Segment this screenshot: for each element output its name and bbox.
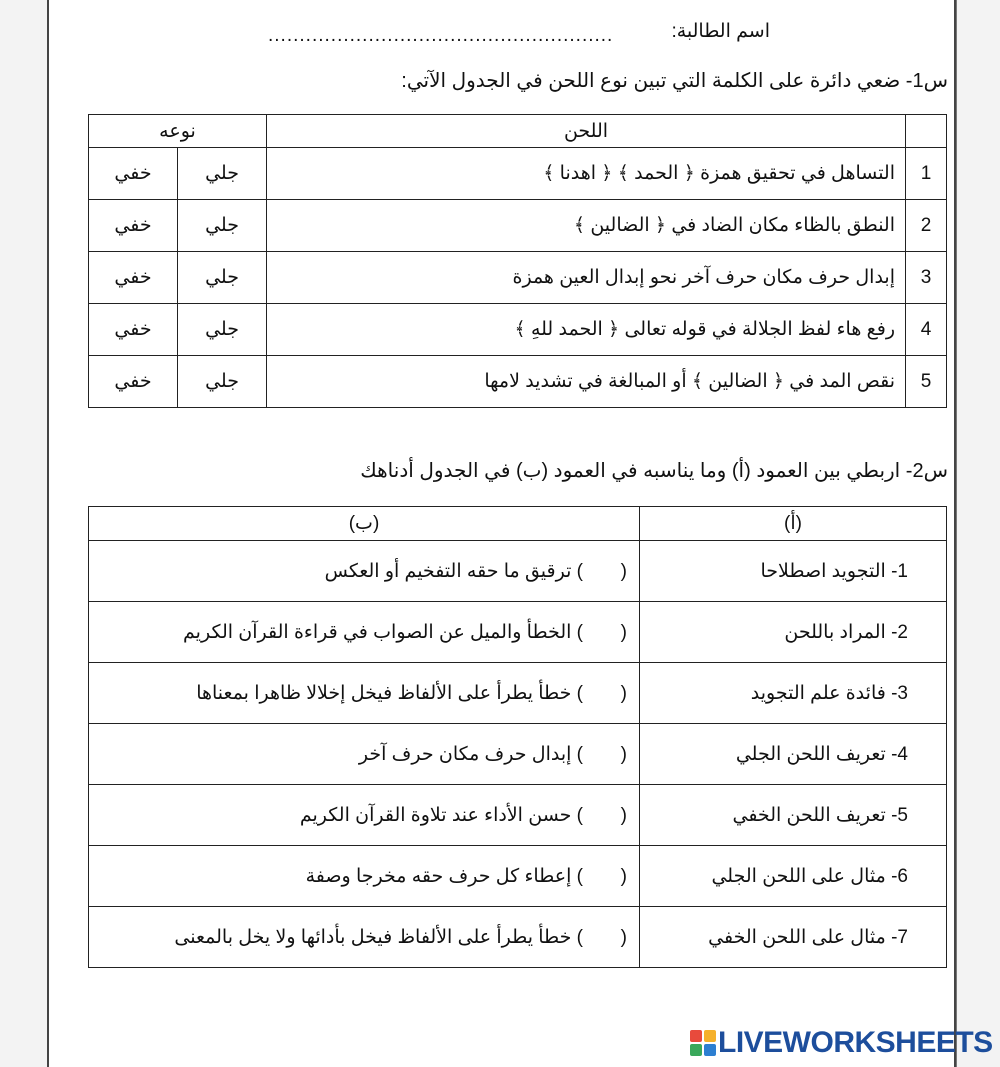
- liveworksheets-logo-icon: [690, 1030, 716, 1056]
- column-a-item: 6- مثال على اللحن الجلي: [640, 846, 947, 907]
- column-a-item: 4- تعريف اللحن الجلي: [640, 724, 947, 785]
- error-description: النطق بالظاء مكان الضاد في ﴿ الضالين ﴾: [267, 200, 906, 252]
- col-number-header: [906, 115, 947, 148]
- student-name-field[interactable]: .......................................................: [268, 25, 614, 46]
- option-jali[interactable]: جلي: [178, 356, 267, 408]
- table-row: [89, 724, 947, 785]
- column-a-item: 7- مثال على اللحن الخفي: [640, 907, 947, 968]
- table-row: [89, 541, 947, 602]
- answer-paren[interactable]: (: [620, 621, 627, 643]
- table-row: [89, 356, 947, 408]
- row-number: 2: [906, 200, 947, 252]
- option-jali[interactable]: جلي: [178, 148, 267, 200]
- column-a-item: 3- فائدة علم التجويد: [640, 663, 947, 724]
- answer-paren[interactable]: (: [620, 743, 627, 765]
- page-edge: [956, 0, 957, 1067]
- liveworksheets-wordmark: LIVEWORKSHEETS: [718, 1026, 993, 1059]
- option-khafi[interactable]: خفي: [89, 252, 178, 304]
- column-b-text: ) حسن الأداء عند تلاوة القرآن الكريم: [299, 804, 583, 826]
- column-a-item: 1- التجويد اصطلاحا: [640, 541, 947, 602]
- student-name-label: اسم الطالبة:: [671, 21, 770, 42]
- table-row: [89, 602, 947, 663]
- table-row: [89, 785, 947, 846]
- column-b-text: ) خطأ يطرأ على الألفاظ فيخل إخلالا ظاهرا بمعناها: [196, 682, 583, 704]
- col-a-header: (أ): [640, 507, 947, 541]
- column-a-item: 5- تعريف اللحن الخفي: [640, 785, 947, 846]
- logo-square-red: [690, 1030, 702, 1042]
- table-header-row: [89, 507, 947, 541]
- question-2-table: [88, 506, 947, 968]
- error-description: إبدال حرف مكان حرف آخر نحو إبدال العين همزة: [267, 252, 906, 304]
- option-jali[interactable]: جلي: [178, 200, 267, 252]
- option-khafi[interactable]: خفي: [89, 304, 178, 356]
- row-number: 1: [906, 148, 947, 200]
- col-b-header: (ب): [89, 507, 640, 541]
- match-answer-cell[interactable]: [89, 907, 640, 968]
- table-row: [89, 252, 947, 304]
- question-1-prompt: س1- ضعي دائرة على الكلمة التي تبين نوع اللحن في الجدول الآتي:: [401, 70, 948, 92]
- option-jali[interactable]: جلي: [178, 252, 267, 304]
- match-answer-cell[interactable]: [89, 724, 640, 785]
- logo-square-green: [690, 1044, 702, 1056]
- logo-square-yellow: [704, 1030, 716, 1042]
- error-description: رفع هاء لفظ الجلالة في قوله تعالى ﴿ الحمد للهِ ﴾: [267, 304, 906, 356]
- match-answer-cell[interactable]: [89, 663, 640, 724]
- column-b-text: ) إبدال حرف مكان حرف آخر: [358, 743, 583, 765]
- option-jali[interactable]: جلي: [178, 304, 267, 356]
- table-row: [89, 846, 947, 907]
- question-2-prompt: س2- اربطي بين العمود (أ) وما يناسبه في العمود (ب) في الجدول أدناهك: [360, 460, 948, 482]
- option-khafi[interactable]: خفي: [89, 200, 178, 252]
- col-error-header: اللحن: [267, 115, 906, 148]
- question-1-table: [88, 114, 947, 408]
- liveworksheets-logo: [690, 1027, 993, 1059]
- column-b-text: ) ترقيق ما حقه التفخيم أو العكس: [324, 560, 583, 582]
- option-khafi[interactable]: خفي: [89, 356, 178, 408]
- table-row: [89, 304, 947, 356]
- match-answer-cell[interactable]: [89, 602, 640, 663]
- table-row: [89, 663, 947, 724]
- table-header-row: [89, 115, 947, 148]
- table-row: [89, 907, 947, 968]
- match-answer-cell[interactable]: [89, 541, 640, 602]
- column-b-text: ) إعطاء كل حرف حقه مخرجا وصفة: [305, 865, 583, 887]
- option-khafi[interactable]: خفي: [89, 148, 178, 200]
- row-number: 4: [906, 304, 947, 356]
- row-number: 3: [906, 252, 947, 304]
- column-b-text: ) الخطأ والميل عن الصواب في قراءة القرآن الكريم: [183, 621, 583, 643]
- match-answer-cell[interactable]: [89, 785, 640, 846]
- row-number: 5: [906, 356, 947, 408]
- match-answer-cell[interactable]: [89, 846, 640, 907]
- answer-paren[interactable]: (: [620, 804, 627, 826]
- answer-paren[interactable]: (: [620, 682, 627, 704]
- answer-paren[interactable]: (: [620, 560, 627, 582]
- column-a-item: 2- المراد باللحن: [640, 602, 947, 663]
- column-b-text: ) خطأ يطرأ على الألفاظ فيخل بأدائها ولا يخل بالمعنى: [174, 926, 583, 948]
- logo-square-blue: [704, 1044, 716, 1056]
- answer-paren[interactable]: (: [620, 865, 627, 887]
- col-type-header: نوعه: [89, 115, 267, 148]
- answer-paren[interactable]: (: [620, 926, 627, 948]
- error-description: التساهل في تحقيق همزة ﴿ الحمد ﴾ ﴿ اهدنا ﴾: [267, 148, 906, 200]
- error-description: نقص المد في ﴿ الضالين ﴾ أو المبالغة في تشديد لامها: [267, 356, 906, 408]
- table-row: [89, 200, 947, 252]
- table-row: [89, 148, 947, 200]
